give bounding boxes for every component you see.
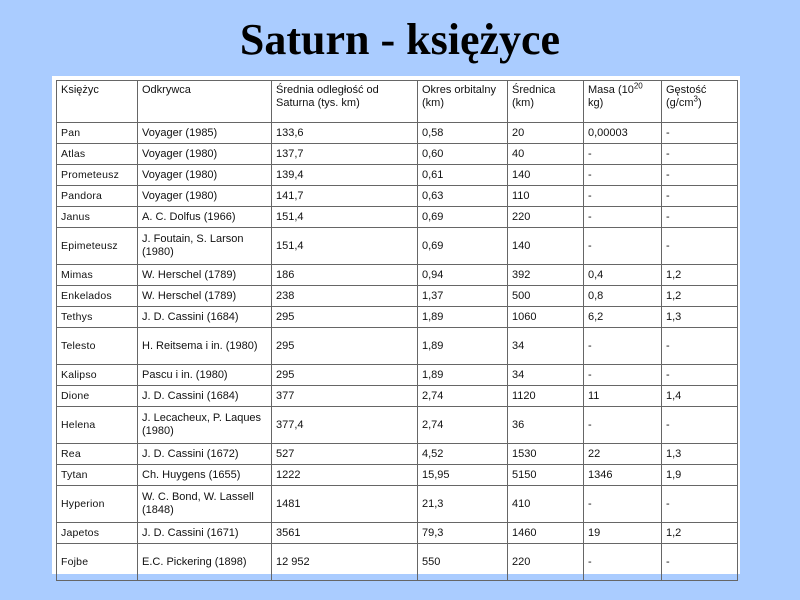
cell-moon: Pandora [57,186,138,207]
cell-moon: Janus [57,207,138,228]
cell-diameter: 220 [508,544,584,581]
cell-moon: Kalipso [57,365,138,386]
cell-distance: 3561 [272,523,418,544]
cell-moon: Atlas [57,144,138,165]
cell-diameter: 20 [508,123,584,144]
cell-mass: 11 [584,386,662,407]
cell-mass: - [584,186,662,207]
cell-mass: 19 [584,523,662,544]
cell-moon: Pan [57,123,138,144]
cell-discoverer: J. D. Cassini (1671) [138,523,272,544]
cell-density: - [662,144,738,165]
table-row [57,523,738,544]
header-density [662,81,738,123]
cell-diameter: 410 [508,486,584,523]
cell-diameter: 140 [508,165,584,186]
cell-diameter: 36 [508,407,584,444]
cell-density: 1,2 [662,523,738,544]
cell-distance: 377 [272,386,418,407]
cell-mass: - [584,165,662,186]
cell-moon: Telesto [57,328,138,365]
cell-period: 4,52 [418,444,508,465]
cell-distance: 238 [272,286,418,307]
header-mass-exponent: 20 [633,81,643,91]
table-row [57,186,738,207]
header-period: Okres orbitalny (km) [418,81,508,123]
cell-discoverer: W. Herschel (1789) [138,265,272,286]
cell-diameter: 110 [508,186,584,207]
header-moon: Księżyc [57,81,138,123]
cell-mass: - [584,486,662,523]
cell-density: 1,3 [662,307,738,328]
cell-distance: 133,6 [272,123,418,144]
cell-distance: 527 [272,444,418,465]
cell-distance: 141,7 [272,186,418,207]
cell-distance: 295 [272,328,418,365]
cell-period: 1,89 [418,365,508,386]
cell-distance: 295 [272,365,418,386]
cell-density: - [662,165,738,186]
cell-period: 0,69 [418,207,508,228]
table-row [57,207,738,228]
cell-diameter: 392 [508,265,584,286]
cell-period: 0,69 [418,228,508,265]
table-row [57,228,738,265]
cell-moon: Fojbe [57,544,138,581]
cell-distance: 295 [272,307,418,328]
cell-period: 21,3 [418,486,508,523]
cell-density: 1,2 [662,265,738,286]
cell-mass: - [584,228,662,265]
cell-diameter: 1460 [508,523,584,544]
cell-moon: Mimas [57,265,138,286]
header-mass-label: Masa (10 [588,84,634,96]
cell-density: 1,2 [662,286,738,307]
table-row [57,265,738,286]
cell-moon: Prometeusz [57,165,138,186]
cell-density: - [662,207,738,228]
cell-period: 1,89 [418,328,508,365]
cell-distance: 151,4 [272,207,418,228]
cell-discoverer: J. Lecacheux, P. Laques (1980) [138,407,272,444]
cell-discoverer: Pascu i in. (1980) [138,365,272,386]
cell-discoverer: J. Foutain, S. Larson (1980) [138,228,272,265]
cell-diameter: 1530 [508,444,584,465]
table-row [57,165,738,186]
cell-mass: 6,2 [584,307,662,328]
cell-discoverer: H. Reitsema i in. (1980) [138,328,272,365]
cell-distance: 186 [272,265,418,286]
cell-density: - [662,365,738,386]
cell-period: 550 [418,544,508,581]
table-row [57,286,738,307]
cell-density: - [662,407,738,444]
cell-density: - [662,123,738,144]
cell-diameter: 40 [508,144,584,165]
header-mass-unit: kg) [588,97,604,109]
cell-distance: 1222 [272,465,418,486]
cell-moon: Dione [57,386,138,407]
header-density-exponent: 3 [693,94,698,104]
cell-discoverer: W. Herschel (1789) [138,286,272,307]
cell-mass: - [584,407,662,444]
cell-period: 2,74 [418,407,508,444]
table-row [57,407,738,444]
cell-discoverer: W. C. Bond, W. Lassell (1848) [138,486,272,523]
cell-mass: - [584,365,662,386]
cell-period: 79,3 [418,523,508,544]
cell-period: 0,58 [418,123,508,144]
cell-period: 0,61 [418,165,508,186]
cell-density: - [662,228,738,265]
cell-mass: 0,4 [584,265,662,286]
table-row [57,386,738,407]
cell-distance: 139,4 [272,165,418,186]
cell-period: 2,74 [418,386,508,407]
cell-distance: 1481 [272,486,418,523]
cell-density: 1,3 [662,444,738,465]
cell-distance: 12 952 [272,544,418,581]
cell-discoverer: E.C. Pickering (1898) [138,544,272,581]
header-discoverer: Odkrywca [138,81,272,123]
cell-density: - [662,486,738,523]
cell-mass: 0,00003 [584,123,662,144]
cell-mass: 0,8 [584,286,662,307]
cell-period: 1,89 [418,307,508,328]
cell-density: - [662,186,738,207]
cell-discoverer: Ch. Huygens (1655) [138,465,272,486]
cell-mass: 22 [584,444,662,465]
cell-discoverer: J. D. Cassini (1684) [138,307,272,328]
cell-moon: Helena [57,407,138,444]
cell-diameter: 34 [508,365,584,386]
cell-period: 0,63 [418,186,508,207]
cell-moon: Hyperion [57,486,138,523]
cell-moon: Rea [57,444,138,465]
cell-discoverer: A. C. Dolfus (1966) [138,207,272,228]
cell-moon: Tytan [57,465,138,486]
cell-mass: - [584,328,662,365]
moons-table [56,80,738,581]
header-diameter: Średnica (km) [508,81,584,123]
cell-period: 0,94 [418,265,508,286]
cell-mass: - [584,207,662,228]
header-mass [584,81,662,123]
cell-period: 15,95 [418,465,508,486]
table-row [57,465,738,486]
header-density-unit: ) [697,97,702,109]
table-row [57,144,738,165]
cell-density: 1,9 [662,465,738,486]
cell-mass: - [584,544,662,581]
cell-diameter: 1060 [508,307,584,328]
cell-diameter: 5150 [508,465,584,486]
cell-distance: 137,7 [272,144,418,165]
table-row [57,328,738,365]
cell-period: 0,60 [418,144,508,165]
cell-discoverer: Voyager (1985) [138,123,272,144]
cell-diameter: 140 [508,228,584,265]
cell-density: - [662,328,738,365]
table-row [57,123,738,144]
cell-distance: 377,4 [272,407,418,444]
moons-table-panel [52,76,740,574]
cell-discoverer: Voyager (1980) [138,144,272,165]
cell-distance: 151,4 [272,228,418,265]
table-row [57,365,738,386]
cell-moon: Tethys [57,307,138,328]
cell-discoverer: Voyager (1980) [138,165,272,186]
table-header-row [57,81,738,123]
cell-diameter: 1120 [508,386,584,407]
cell-discoverer: J. D. Cassini (1684) [138,386,272,407]
header-density-label: Gęstość (g/cm [666,84,707,109]
table-row [57,444,738,465]
cell-mass: 1346 [584,465,662,486]
table-row [57,486,738,523]
cell-period: 1,37 [418,286,508,307]
cell-moon: Enkelados [57,286,138,307]
cell-moon: Japetos [57,523,138,544]
cell-diameter: 220 [508,207,584,228]
cell-moon: Epimeteusz [57,228,138,265]
cell-discoverer: J. D. Cassini (1672) [138,444,272,465]
table-row [57,544,738,581]
cell-density: - [662,544,738,581]
page-title: Saturn - księżyce [239,15,561,64]
cell-density: 1,4 [662,386,738,407]
cell-diameter: 34 [508,328,584,365]
header-distance: Średnia odległość od Saturna (tys. km) [272,81,418,123]
table-row [57,307,738,328]
cell-mass: - [584,144,662,165]
cell-diameter: 500 [508,286,584,307]
cell-discoverer: Voyager (1980) [138,186,272,207]
